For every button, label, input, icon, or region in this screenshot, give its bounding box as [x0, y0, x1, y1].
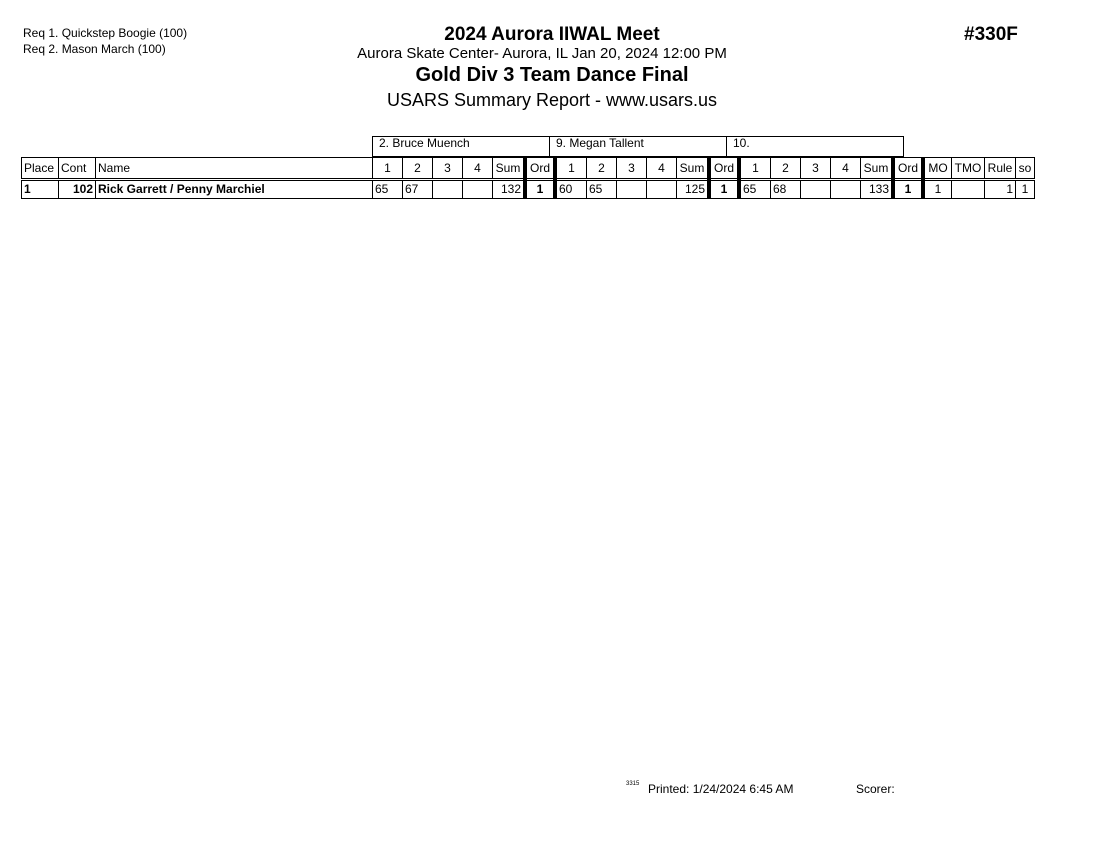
cont: 102: [59, 180, 96, 199]
ordinal: 1: [525, 180, 555, 199]
col-j2-2: 2: [587, 158, 617, 180]
score: [617, 180, 647, 199]
score: [801, 180, 831, 199]
meet-title: 2024 Aurora IIWAL Meet: [444, 24, 660, 45]
header-row: [22, 158, 1035, 180]
col-j3-2: 2: [771, 158, 801, 180]
col-j3-1: 1: [739, 158, 771, 180]
judge-1: 2. Bruce Muench: [373, 137, 550, 157]
report-subtitle: USARS Summary Report - www.usars.us: [386, 90, 718, 110]
col-j1-sum: Sum: [493, 158, 526, 180]
col-j2-1: 1: [555, 158, 587, 180]
score: 65: [739, 180, 771, 199]
col-so: so: [1016, 158, 1035, 180]
score: 65: [587, 180, 617, 199]
col-j1-1: 1: [373, 158, 403, 180]
score: 67: [403, 180, 433, 199]
col-j1-3: 3: [433, 158, 463, 180]
mo: 1: [923, 180, 952, 199]
col-j2-4: 4: [647, 158, 677, 180]
requirement-1: Req 1. Quickstep Boogie (100): [23, 26, 188, 40]
sum: 132: [493, 180, 526, 199]
meet-location: Aurora Skate Center- Aurora, IL Jan 20, 2024 12:00 PM: [357, 45, 727, 62]
judges-header: [372, 136, 904, 157]
col-j1-4: 4: [463, 158, 493, 180]
col-j3-3: 3: [801, 158, 831, 180]
sum: 125: [677, 180, 710, 199]
ordinal: 1: [709, 180, 739, 199]
col-j2-sum: Sum: [677, 158, 710, 180]
col-j1-2: 2: [403, 158, 433, 180]
judge-2: 9. Megan Tallent: [550, 137, 727, 157]
printed-date: Printed: 1/24/2024 6:45 AM: [648, 782, 794, 796]
col-rule: Rule: [985, 158, 1016, 180]
footer-code: 3315: [626, 781, 640, 787]
col-j3-ord: Ord: [893, 158, 923, 180]
table-row: [22, 180, 1035, 199]
col-tmo: TMO: [952, 158, 985, 180]
so: 1: [1016, 180, 1035, 199]
score: [831, 180, 861, 199]
rule: 1: [985, 180, 1016, 199]
col-j2-3: 3: [617, 158, 647, 180]
col-name: Name: [96, 158, 373, 180]
col-j3-4: 4: [831, 158, 861, 180]
col-place: Place: [22, 158, 59, 180]
col-j3-sum: Sum: [861, 158, 894, 180]
event-title: Gold Div 3 Team Dance Final: [415, 64, 689, 86]
score: [433, 180, 463, 199]
judge-3: 10.: [727, 137, 904, 157]
score: 65: [373, 180, 403, 199]
event-number: #330F: [964, 24, 1018, 45]
score: 60: [555, 180, 587, 199]
sum: 133: [861, 180, 894, 199]
results-table: [21, 157, 1035, 199]
skater-name: Rick Garrett / Penny Marchiel: [96, 180, 373, 199]
requirement-2: Req 2. Mason March (100): [23, 42, 166, 56]
col-mo: MO: [923, 158, 952, 180]
scorer-label: Scorer:: [856, 782, 895, 796]
score: [463, 180, 493, 199]
ordinal: 1: [893, 180, 923, 199]
place: 1: [22, 180, 59, 199]
score: [647, 180, 677, 199]
col-j2-ord: Ord: [709, 158, 739, 180]
tmo: [952, 180, 985, 199]
col-cont: Cont: [59, 158, 96, 180]
col-j1-ord: Ord: [525, 158, 555, 180]
score: 68: [771, 180, 801, 199]
